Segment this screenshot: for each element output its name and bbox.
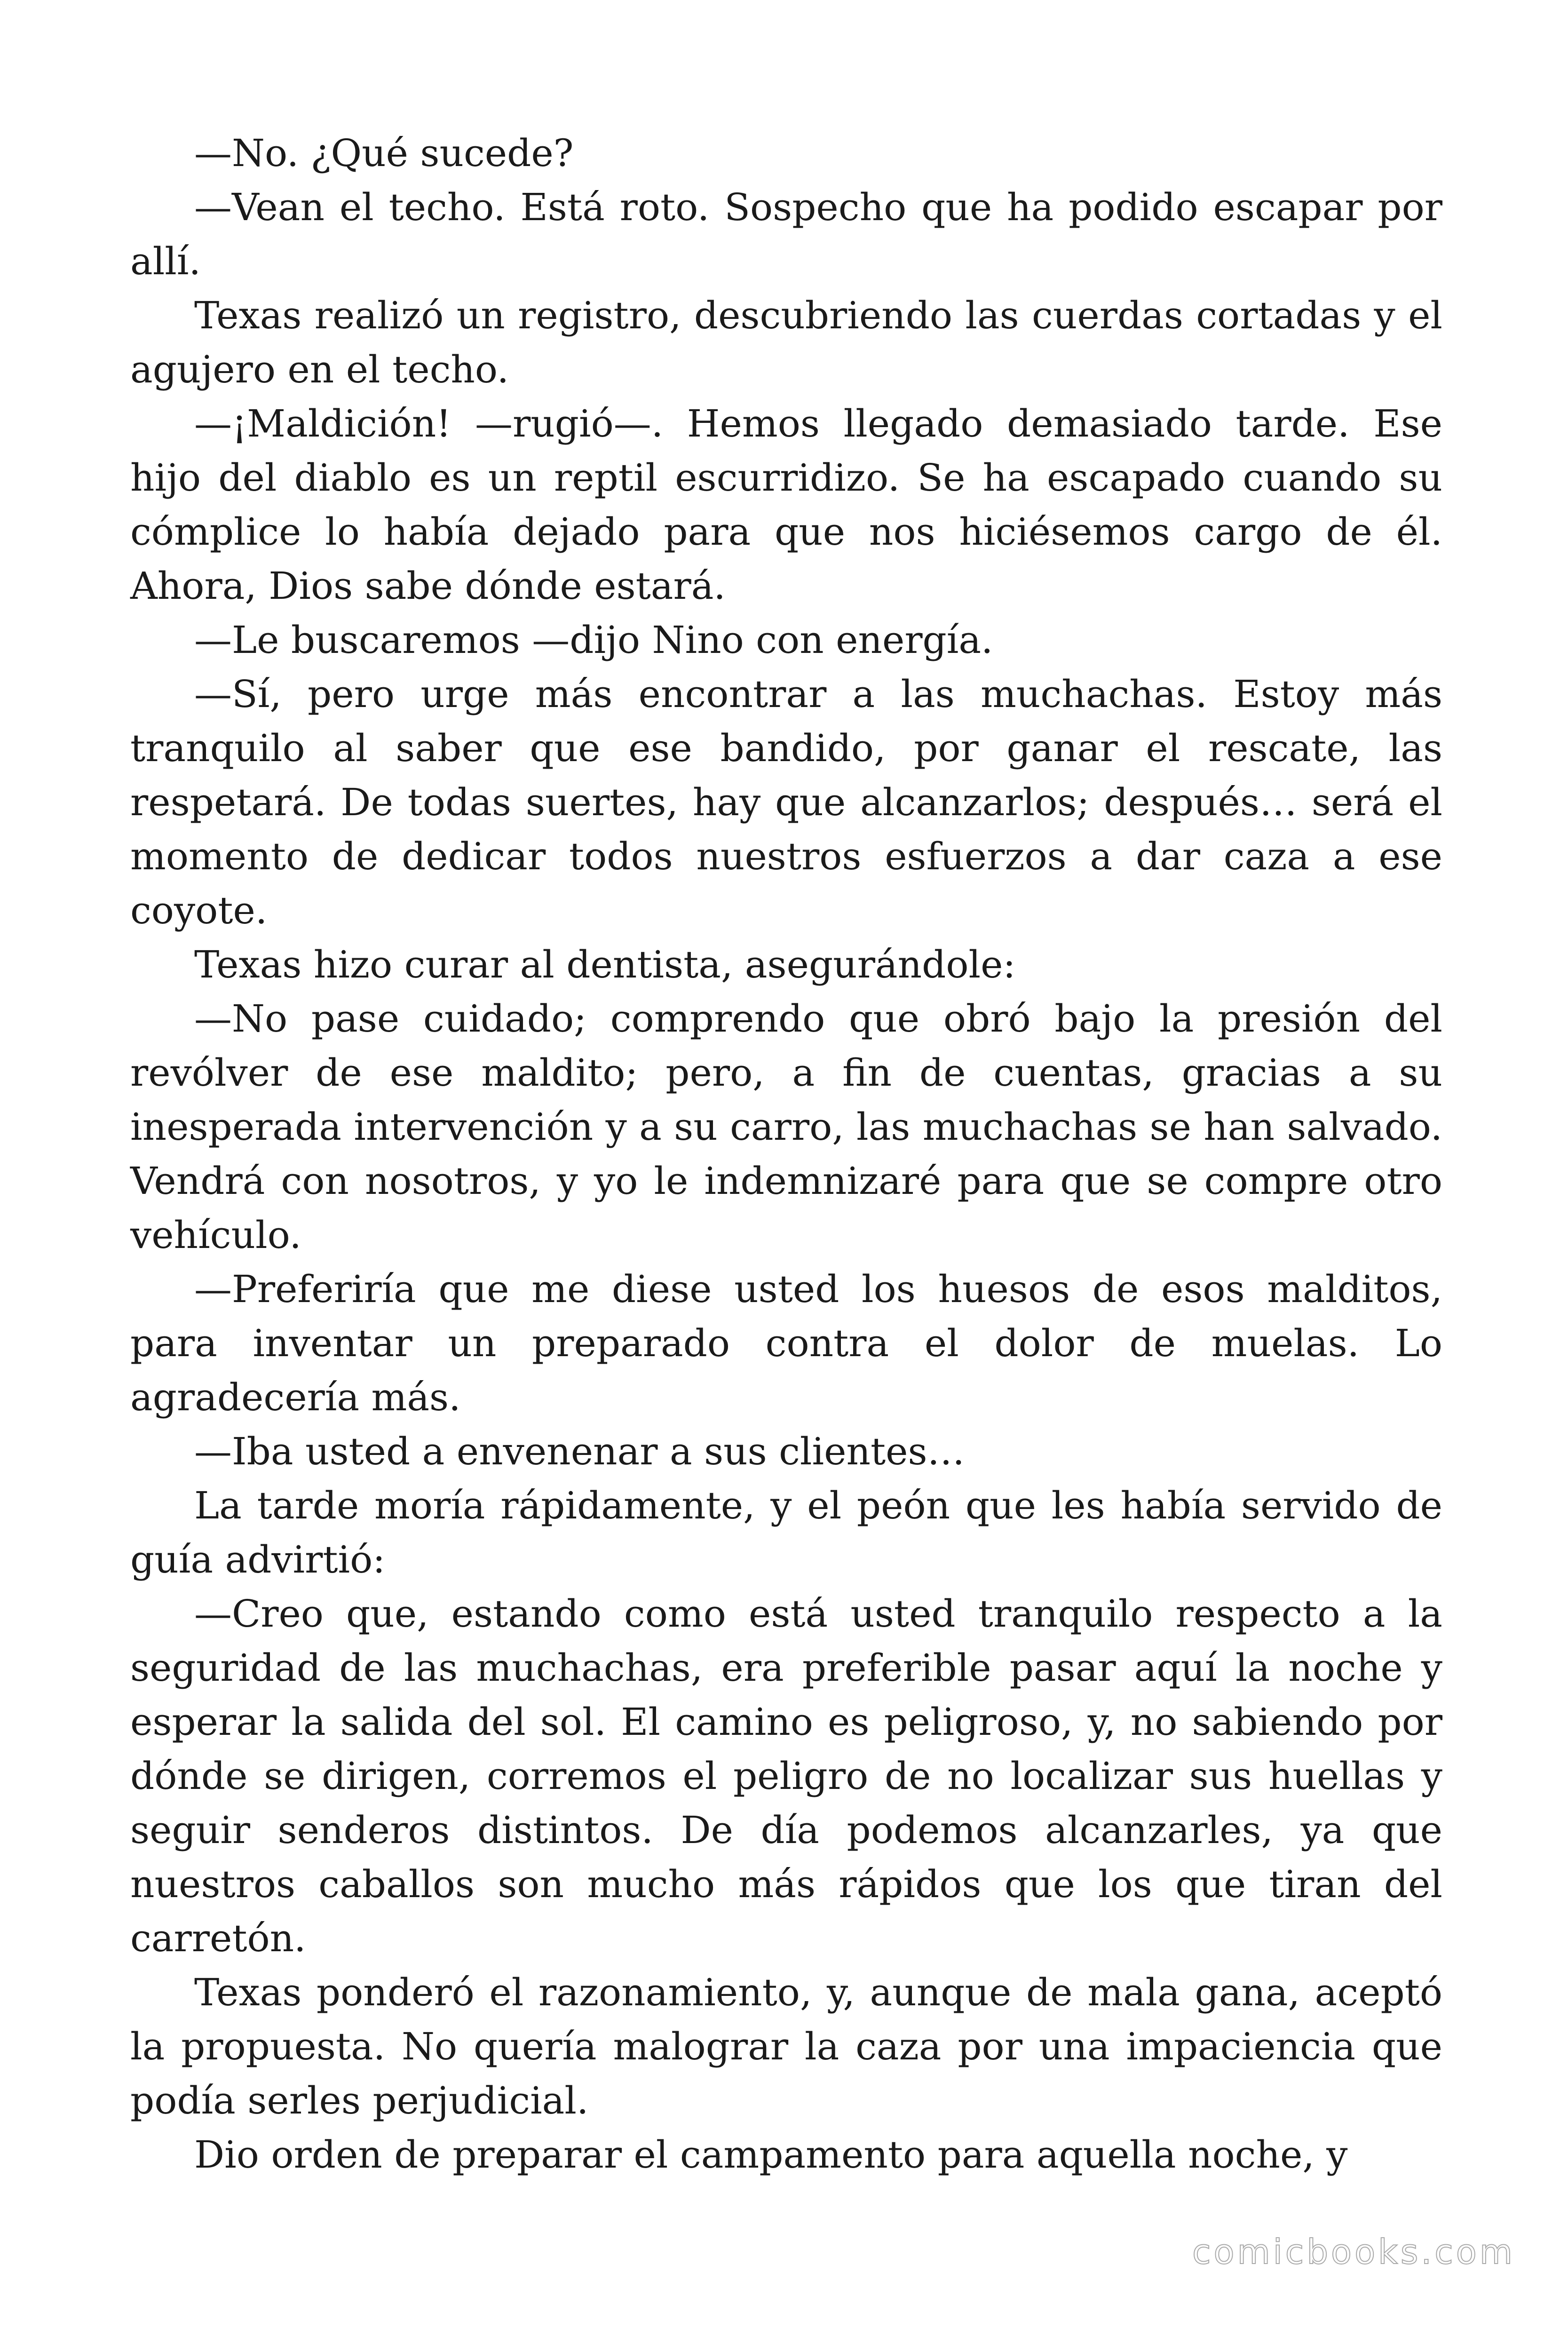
paragraph: Dio orden de preparar el campamento para aquella noche, y (194, 2133, 1348, 2177)
paragraph: Texas hizo curar al dentista, asegurándole: (194, 943, 1016, 986)
paragraph: —Preferiría que me diese usted los huesos de esos malditos, para inventar un preparado contra el dolor de muelas. Lo agradecería más. (130, 1267, 1442, 1419)
paragraph: —Sí, pero urge más encontrar a las muchachas. Estoy más tranquilo al saber que ese bandido, por ganar el rescate, las respetará. De todas suertes, hay que alcanzarlos; después… será el momento de dedicar todos nuestros esfuerzos a dar caza a ese coyote. (130, 672, 1442, 932)
paragraph: La tarde moría rápidamente, y el peón que les había servido de guía advirtió: (130, 1484, 1442, 1581)
paragraph: —Le buscaremos —dijo Nino con energía. (194, 618, 993, 662)
paragraph: —¡Maldición! —rugió—. Hemos llegado demasiado tarde. Ese hijo del diablo es un reptil escurridizo. Se ha escapado cuando su cómplice lo había dejado para que nos hiciésemos cargo de él. Ahora, Dios sabe dónde estará. (130, 402, 1442, 608)
paragraph: —No. ¿Qué sucede? (194, 131, 574, 175)
paragraph: —Creo que, estando como está usted tranquilo respecto a la seguridad de las muchachas, era preferible pasar aquí la noche y esperar la salida del sol. El camino es peligroso, y, no sabiendo por dónde se dirigen, corremos el peligro de no localizar sus huellas y seguir senderos distintos. De día podemos alcanzarles, ya que nuestros caballos son mucho más rápidos que los que tiran del carretón. (130, 1592, 1442, 1960)
paragraph: —No pase cuidado; comprendo que obró bajo la presión del revólver de ese maldito; pero, a fin de cuentas, gracias a su inesperada intervención y a su carro, las muchachas se han salvado. Vendrá con nosotros, y yo le indemnizaré para que se compre otro vehículo. (130, 997, 1442, 1257)
paragraph: Texas ponderó el razonamiento, y, aunque de mala gana, aceptó la propuesta. No quería malograr la caza por una impaciencia que podía serles perjudicial. (130, 1971, 1442, 2122)
watermark: comicbooks.com (1192, 2232, 1515, 2272)
paragraph: —Iba usted a envenenar a sus clientes… (194, 1430, 965, 1473)
paragraph: —Vean el techo. Está roto. Sospecho que ha podido escapar por allí. (130, 185, 1442, 283)
body-text (130, 126, 1442, 2182)
paragraph: Texas realizó un registro, descubriendo las cuerdas cortadas y el agujero en el techo. (130, 294, 1442, 391)
